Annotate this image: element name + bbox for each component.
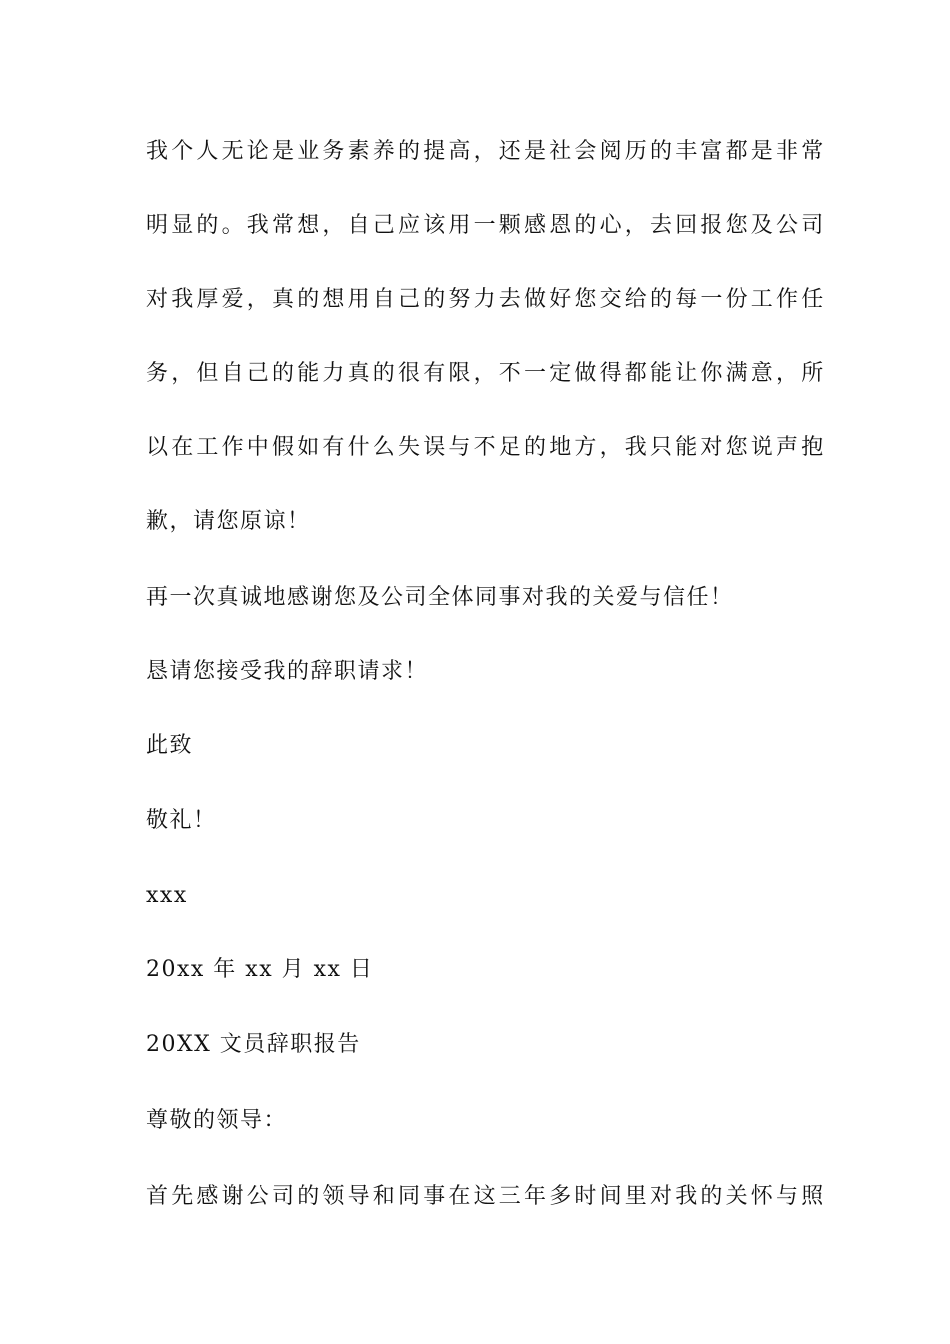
request-line: 恳请您接受我的辞职请求！ <box>146 659 429 684</box>
salutation-line: 此致 <box>146 733 194 758</box>
report-title: 20XX 文员辞职报告 <box>146 1032 361 1057</box>
paragraph-line-4: 务，但自己的能力真的很有限，不一定做得都能让你满意，所 <box>146 361 827 386</box>
thanks-line: 再一次真诚地感谢您及公司全体同事对我的关爱与信任！ <box>146 585 734 610</box>
paragraph-line-1: 我个人无论是业务素养的提高，还是社会阅历的丰富都是非常 <box>146 139 827 164</box>
signature-date: 20xx 年 xx 月 xx 日 <box>146 957 374 982</box>
paragraph-line-2: 明显的。我常想，自己应该用一颗感恩的心，去回报您及公司 <box>146 213 827 238</box>
paragraph-line-final: 首先感谢公司的领导和同事在这三年多时间里对我的关怀与照 <box>146 1184 827 1209</box>
paragraph-line-6: 歉，请您原谅！ <box>146 509 311 534</box>
paragraph-line-3: 对我厚爱，真的想用自己的努力去做好您交给的每一份工作任 <box>146 287 827 312</box>
signature-name: xxx <box>146 883 188 908</box>
greeting-line: 尊敬的领导： <box>146 1108 288 1133</box>
paragraph-line-5: 以在工作中假如有什么失误与不足的地方，我只能对您说声抱 <box>146 435 827 460</box>
regards-line: 敬礼！ <box>146 808 217 833</box>
